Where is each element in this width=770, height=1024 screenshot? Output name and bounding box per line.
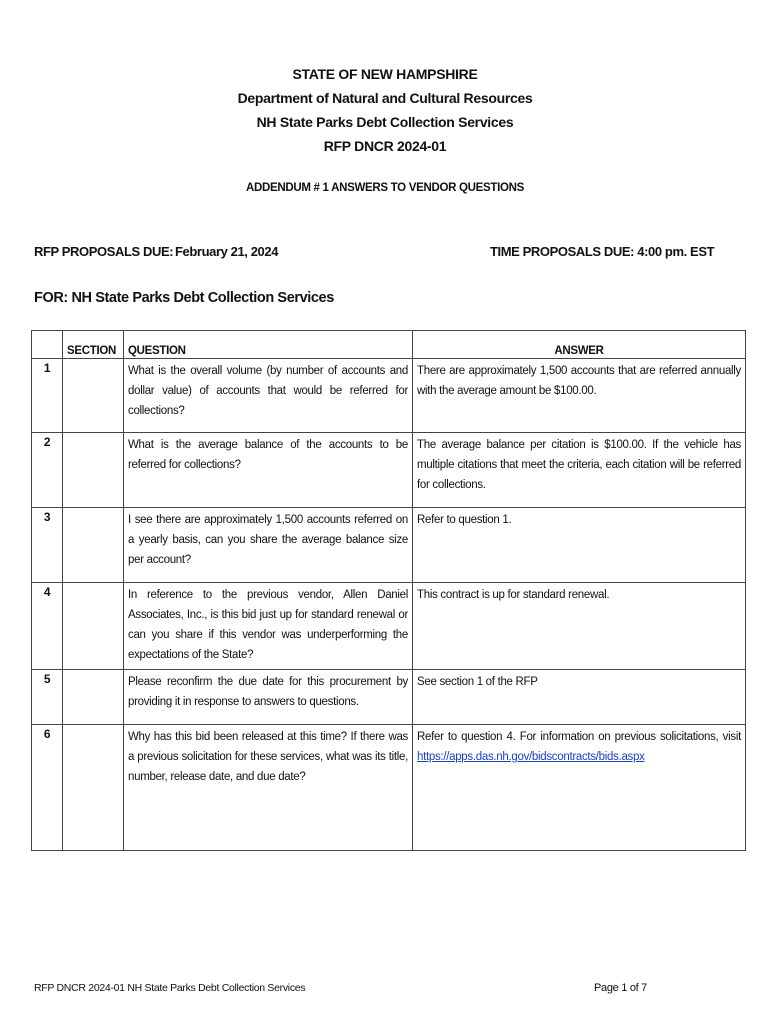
header-state: STATE OF NEW HAMPSHIRE xyxy=(292,66,478,82)
row-section xyxy=(63,583,124,670)
bids-contracts-link[interactable]: https://apps.das.nh.gov/bidscontracts/bids.aspx xyxy=(417,751,645,763)
row-question: I see there are approximately 1,500 accounts referred on a yearly basis, can you share the average balance size per account? xyxy=(124,508,413,583)
table-header-row xyxy=(32,331,746,359)
row-answer: Refer to question 4. For information on previous solicitations, visit xyxy=(417,731,741,743)
for-line: FOR: NH State Parks Debt Collection Services xyxy=(34,290,334,306)
row-question: In reference to the previous vendor, Allen Daniel Associates, Inc., is this bid just up for standard renewal or can you share if this vendor was underperforming the expectations of the State? xyxy=(124,583,413,670)
table-row xyxy=(32,508,746,583)
document-header xyxy=(0,62,770,158)
header-section: SECTION xyxy=(63,331,124,359)
footer-page-number: Page 1 of 7 xyxy=(594,982,647,994)
row-question: What is the average balance of the accounts to be referred for collections? xyxy=(124,433,413,508)
row-number: 4 xyxy=(32,583,63,670)
row-number: 6 xyxy=(32,725,63,851)
row-answer: The average balance per citation is $100.00. If the vehicle has multiple citations that meet the criteria, each citation will be referred for collections. xyxy=(413,433,746,508)
header-department: Department of Natural and Cultural Resources xyxy=(237,90,533,106)
table-row xyxy=(32,359,746,433)
proposals-due-label: RFP PROPOSALS DUE: xyxy=(34,244,174,259)
row-section xyxy=(63,433,124,508)
header-num xyxy=(32,331,63,359)
header-question: QUESTION xyxy=(124,331,413,359)
row-number: 3 xyxy=(32,508,63,583)
proposals-due-date: February 21, 2024 xyxy=(175,244,279,259)
row-answer: Refer to question 1. xyxy=(413,508,746,583)
row-question: What is the overall volume (by number of accounts and dollar value) of accounts that would be referred for collections? xyxy=(124,359,413,433)
header-rfp-number: RFP DNCR 2024-01 xyxy=(323,138,447,154)
table-row xyxy=(32,725,746,851)
row-section xyxy=(63,508,124,583)
header-project: NH State Parks Debt Collection Services xyxy=(256,114,514,130)
time-proposals-due: TIME PROPOSALS DUE: 4:00 pm. EST xyxy=(490,244,715,259)
row-question: Why has this bid been released at this time? If there was a previous solicitation for these services, what was its title, number, release date, and due date? xyxy=(124,725,413,851)
header-answer: ANSWER xyxy=(413,331,746,359)
qa-table xyxy=(31,330,746,851)
row-section xyxy=(63,359,124,433)
table-row xyxy=(32,433,746,508)
row-answer: There are approximately 1,500 accounts that are referred annually with the average amount be $100.00. xyxy=(413,359,746,433)
row-number: 5 xyxy=(32,670,63,725)
table-row xyxy=(32,583,746,670)
row-section xyxy=(63,670,124,725)
row-section xyxy=(63,725,124,851)
row-answer-with-link xyxy=(413,725,746,851)
table-row xyxy=(32,670,746,725)
row-number: 1 xyxy=(32,359,63,433)
row-question: Please reconfirm the due date for this procurement by providing it in response to answers to questions. xyxy=(124,670,413,725)
footer-document-title: RFP DNCR 2024-01 NH State Parks Debt Collection Services xyxy=(34,982,306,994)
row-answer: See section 1 of the RFP xyxy=(413,670,746,725)
row-answer: This contract is up for standard renewal. xyxy=(413,583,746,670)
addendum-title: ADDENDUM # 1 ANSWERS TO VENDOR QUESTIONS xyxy=(245,182,525,194)
row-number: 2 xyxy=(32,433,63,508)
